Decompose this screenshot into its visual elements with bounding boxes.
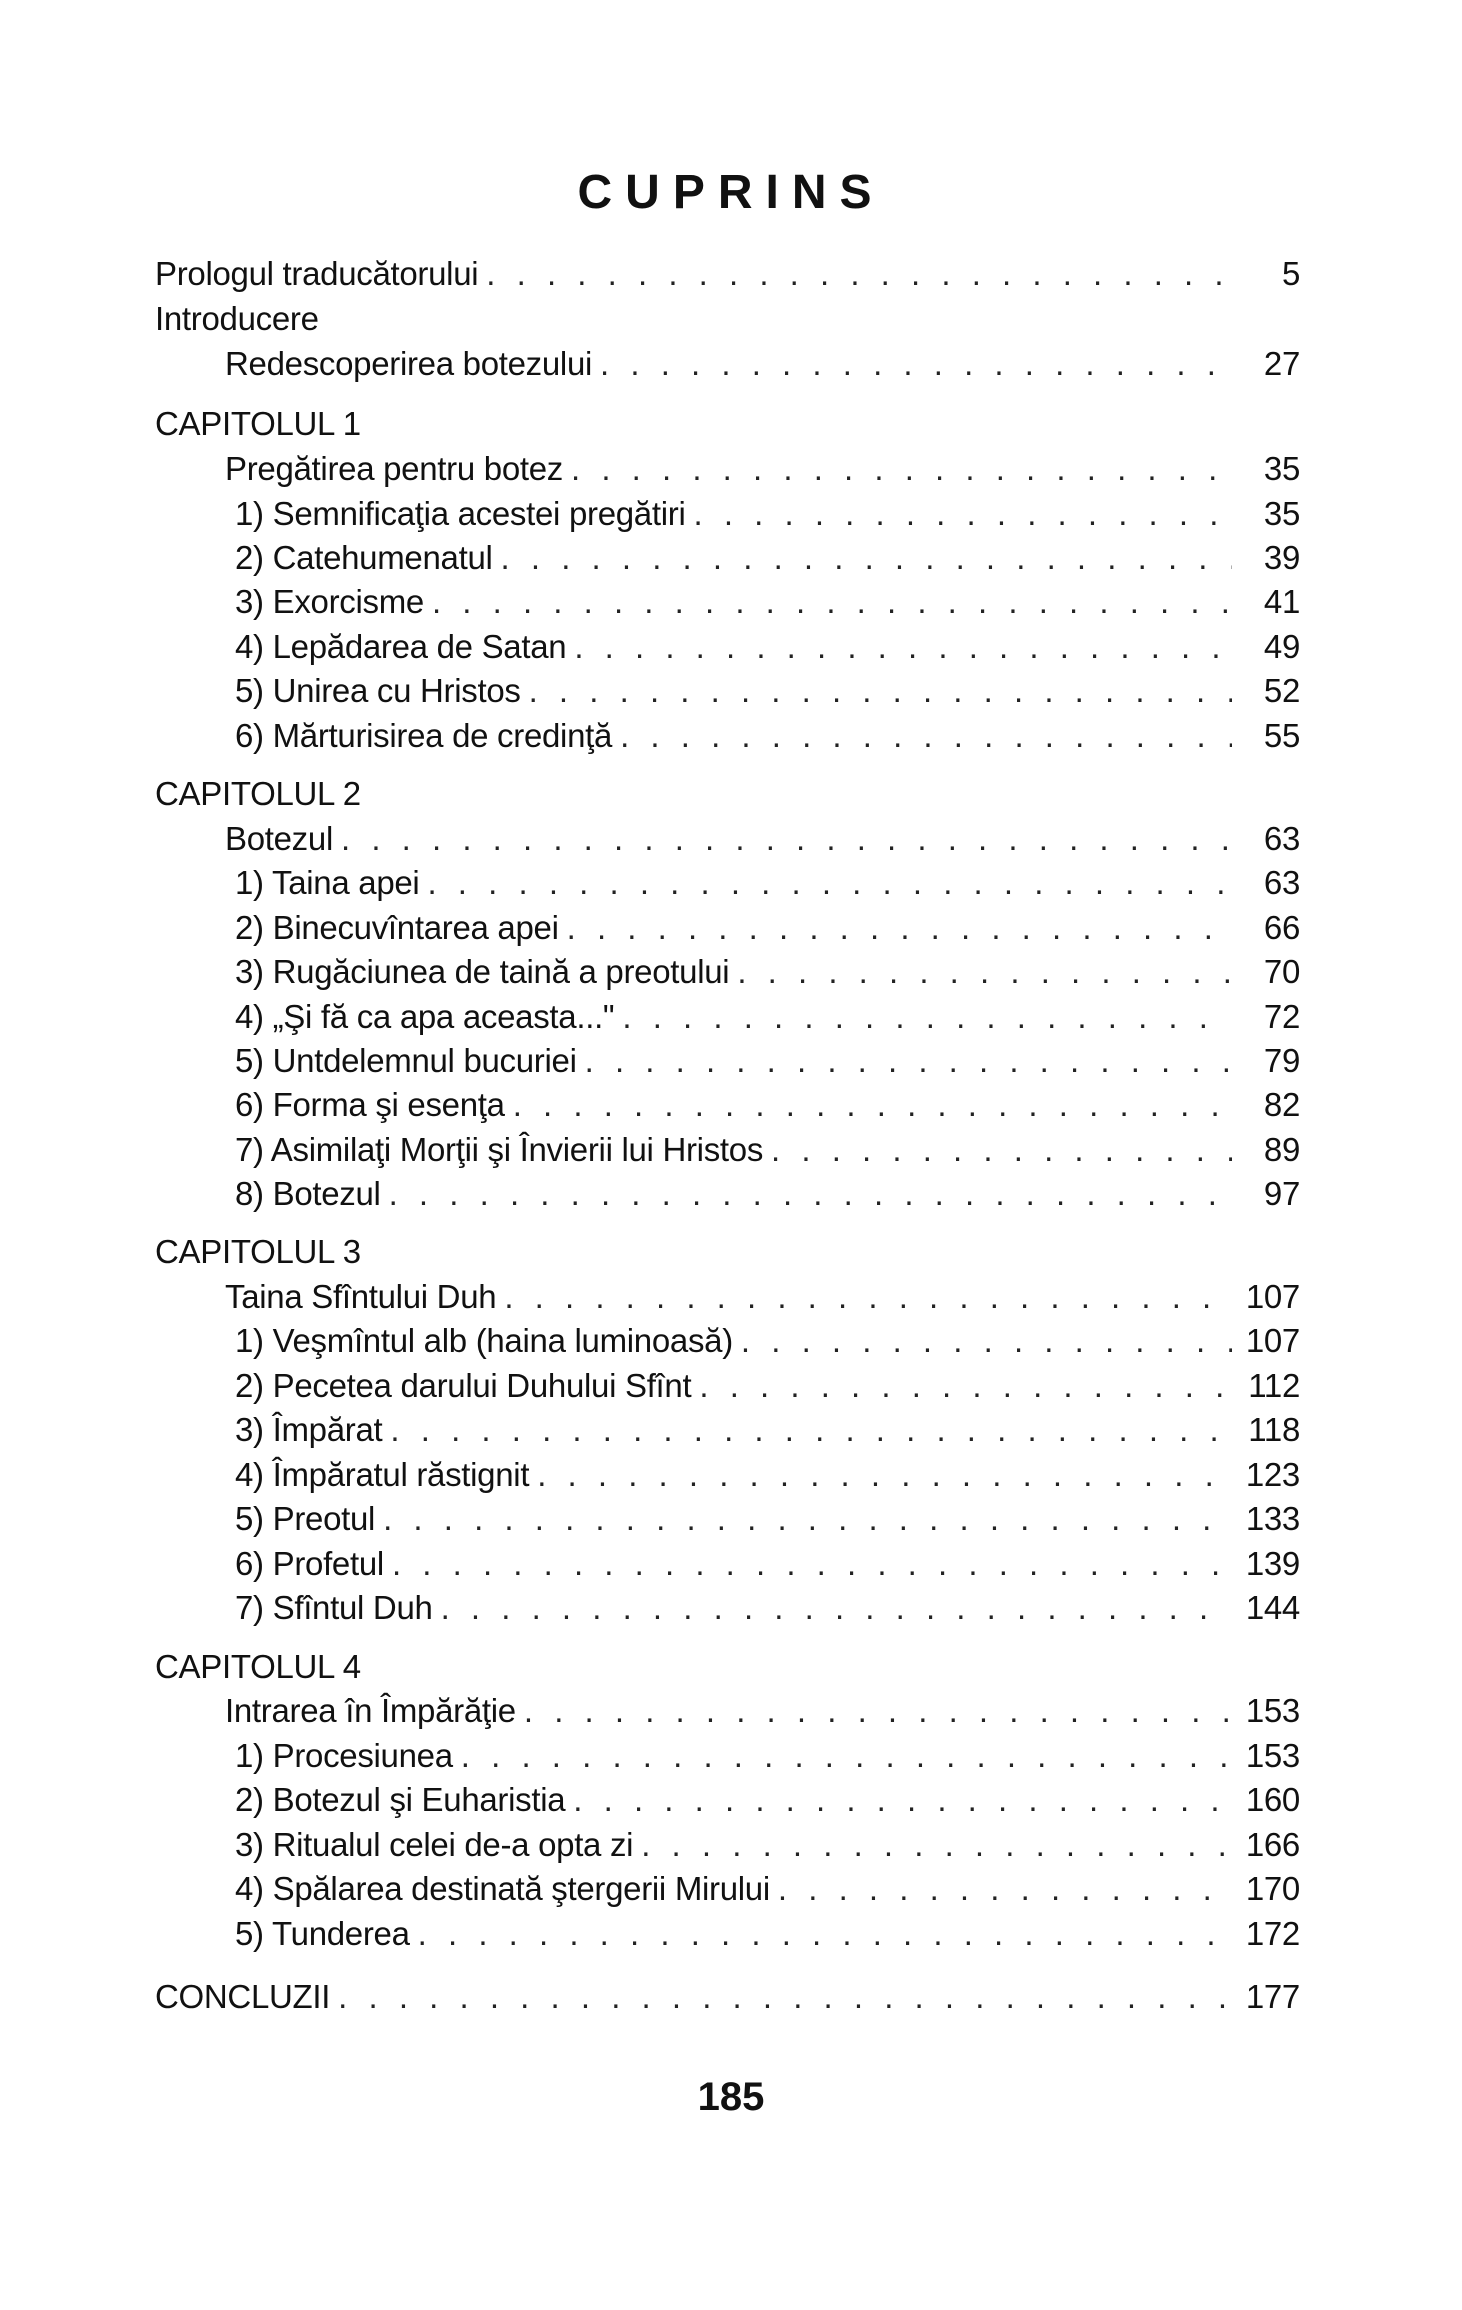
toc-entry-page: 112 (1248, 1367, 1300, 1404)
toc-entry-page: 160 (1245, 1781, 1300, 1818)
toc-entry-page: 5 (1281, 255, 1300, 292)
dot-leader (600, 345, 1232, 383)
dot-leader (441, 1589, 1232, 1627)
toc-entry-label: 4) Lepădarea de Satan (235, 628, 567, 665)
toc-entry (225, 345, 1300, 389)
dot-leader (341, 820, 1232, 858)
toc-entry-page: 123 (1245, 1456, 1300, 1493)
toc-entry (225, 1692, 1300, 1736)
toc-entry (235, 1175, 1300, 1219)
dot-leader (524, 1692, 1232, 1730)
toc-entry-label: 6) Forma şi esenţa (235, 1086, 505, 1123)
toc-entry-page: 177 (1245, 1978, 1300, 2015)
dot-leader (641, 1826, 1232, 1864)
toc-entry-page: 79 (1263, 1042, 1300, 1079)
toc-heading: CAPITOLUL 4 (155, 1648, 361, 1685)
dot-leader (778, 1870, 1232, 1908)
dot-leader (513, 1086, 1232, 1124)
toc-entry-page: 72 (1263, 998, 1300, 1035)
toc-entry-page: 35 (1263, 450, 1300, 487)
dot-leader (573, 1781, 1232, 1819)
page-number: 185 (697, 2075, 765, 2119)
toc-entry (235, 1589, 1300, 1633)
dot-leader (504, 1278, 1232, 1316)
toc-heading: CAPITOLUL 2 (155, 775, 361, 812)
toc-entry (235, 495, 1300, 539)
toc-entry (225, 1278, 1300, 1322)
toc-entry (235, 1131, 1300, 1175)
toc-entry (235, 1545, 1300, 1589)
toc-entry-page: 63 (1263, 820, 1300, 857)
toc-entry-page: 39 (1263, 539, 1300, 576)
toc-entry (235, 1322, 1300, 1366)
toc-entry (155, 255, 1300, 299)
toc-entry-page: 70 (1263, 953, 1300, 990)
toc-entry-page: 172 (1245, 1915, 1300, 1952)
dot-leader (574, 628, 1232, 666)
toc-entry (235, 628, 1300, 672)
toc-entry (235, 1781, 1300, 1825)
toc-entry-label: Intrarea în Împărăţie (225, 1692, 516, 1729)
toc-entry-page: 55 (1263, 717, 1300, 754)
toc-entry-page: 49 (1263, 628, 1300, 665)
toc-entry-label: 7) Asimilaţi Morţii şi Învierii lui Hristos (235, 1131, 764, 1168)
toc-entry (235, 1826, 1300, 1870)
toc-entry (235, 953, 1300, 997)
toc-entry-page: 118 (1248, 1411, 1300, 1448)
toc-entry-label: 5) Untdelemnul bucuriei (235, 1042, 577, 1079)
toc-entry (235, 1500, 1300, 1544)
toc-entry (225, 450, 1300, 494)
toc-entry-label: 5) Unirea cu Hristos (235, 672, 521, 709)
toc-entry (235, 1367, 1300, 1411)
toc-entry (235, 1915, 1300, 1959)
dot-leader (567, 909, 1232, 947)
toc-entry-label: Pregătirea pentru botez (225, 450, 563, 487)
toc-entry (235, 1870, 1300, 1914)
toc-entry (235, 583, 1300, 627)
toc-entry-label: 3) Exorcisme (235, 583, 424, 620)
toc-entry-label: 5) Tunderea (235, 1915, 410, 1952)
toc-entry-label: 6) Mărturisirea de credinţă (235, 717, 613, 754)
toc-entry-label: 2) Binecuvîntarea apei (235, 909, 559, 946)
toc-entry-label: 4) „Şi fă ca apa aceasta..." (235, 998, 615, 1035)
toc-entry (235, 1086, 1300, 1130)
toc-entry-label: Botezul (225, 820, 333, 857)
dot-leader (693, 495, 1232, 533)
toc-entry-page: 133 (1245, 1500, 1300, 1537)
toc-entry-page: 153 (1245, 1737, 1300, 1774)
dot-leader (741, 1322, 1232, 1360)
toc-entry (235, 1042, 1300, 1086)
toc-entry-label: 4) Împăratul răstignit (235, 1456, 530, 1493)
toc-entry-page: 89 (1263, 1131, 1300, 1168)
toc-entry (235, 1737, 1300, 1781)
dot-leader (620, 717, 1232, 755)
toc-entry-label: Redescoperirea botezului (225, 345, 593, 382)
toc-entry-page: 41 (1263, 583, 1300, 620)
toc-entry-label: 6) Profetul (235, 1545, 384, 1582)
dot-leader (427, 864, 1232, 902)
toc-entry-page: 107 (1245, 1322, 1300, 1359)
toc-entry (235, 864, 1300, 908)
toc-entry-page: 139 (1245, 1545, 1300, 1582)
toc-heading: Introducere (155, 300, 319, 337)
dot-leader (390, 1411, 1232, 1449)
toc-entry (155, 1978, 1300, 2022)
toc-entry-page: 144 (1245, 1589, 1300, 1626)
toc-entry (235, 909, 1300, 953)
toc-entry-label: 8) Botezul (235, 1175, 381, 1212)
toc-entry-label: 1) Procesiunea (235, 1737, 453, 1774)
dot-leader (585, 1042, 1232, 1080)
toc-entry-label: CONCLUZII (155, 1978, 331, 2015)
toc-entry (235, 998, 1300, 1042)
toc-entry-page: 27 (1263, 345, 1300, 382)
toc-entry-page: 170 (1245, 1870, 1300, 1907)
toc-heading: CAPITOLUL 1 (155, 405, 361, 442)
dot-leader (571, 450, 1232, 488)
toc-entry-page: 52 (1263, 672, 1300, 709)
toc-entry-label: 2) Catehumenatul (235, 539, 493, 576)
toc-entry (235, 1456, 1300, 1500)
toc-entry-label: 4) Spălarea destinată ştergerii Mirului (235, 1870, 770, 1907)
dot-leader (737, 953, 1232, 991)
dot-leader (537, 1456, 1232, 1494)
toc-entry-label: 3) Rugăciunea de taină a preotului (235, 953, 730, 990)
toc-entry-page: 63 (1263, 864, 1300, 901)
toc-entry-label: 1) Veşmîntul alb (haina luminoasă) (235, 1322, 733, 1359)
toc-entry-label: Taina Sfîntului Duh (225, 1278, 497, 1315)
toc-entry-label: Prologul traducătorului (155, 255, 479, 292)
dot-leader (432, 583, 1232, 621)
toc-entry (235, 717, 1300, 761)
toc-entry-label: 2) Pecetea darului Duhului Sfînt (235, 1367, 692, 1404)
toc-entry-page: 166 (1245, 1826, 1300, 1863)
toc-heading: CAPITOLUL 3 (155, 1233, 361, 1270)
toc-entry-page: 66 (1263, 909, 1300, 946)
dot-leader (699, 1367, 1232, 1405)
toc-entry-label: 3) Împărat (235, 1411, 383, 1448)
toc-entry-page: 107 (1245, 1278, 1300, 1315)
dot-leader (389, 1175, 1232, 1213)
toc-entry-page: 35 (1263, 495, 1300, 532)
dot-leader (501, 539, 1232, 577)
page-title: CUPRINS (577, 166, 885, 219)
toc-entry-label: 1) Semnificaţia acestei pregătiri (235, 495, 686, 532)
dot-leader (461, 1737, 1232, 1775)
dot-leader (338, 1978, 1232, 2016)
dot-leader (486, 255, 1232, 293)
dot-leader (529, 672, 1232, 710)
toc-entry (235, 539, 1300, 583)
toc-entry-page: 97 (1263, 1175, 1300, 1212)
toc-entry (235, 672, 1300, 716)
toc-entry-label: 2) Botezul şi Euharistia (235, 1781, 566, 1818)
toc-entry-label: 7) Sfîntul Duh (235, 1589, 433, 1626)
dot-leader (622, 998, 1232, 1036)
toc-entry (235, 1411, 1300, 1455)
toc-entry-label: 1) Taina apei (235, 864, 420, 901)
dot-leader (383, 1500, 1232, 1538)
toc-entry-page: 153 (1245, 1692, 1300, 1729)
toc-entry-label: 5) Preotul (235, 1500, 376, 1537)
dot-leader (392, 1545, 1232, 1583)
dot-leader (771, 1131, 1232, 1169)
dot-leader (418, 1915, 1232, 1953)
toc-entry (225, 820, 1300, 864)
toc-entry-page: 82 (1263, 1086, 1300, 1123)
toc-entry-label: 3) Ritualul celei de-a opta zi (235, 1826, 634, 1863)
